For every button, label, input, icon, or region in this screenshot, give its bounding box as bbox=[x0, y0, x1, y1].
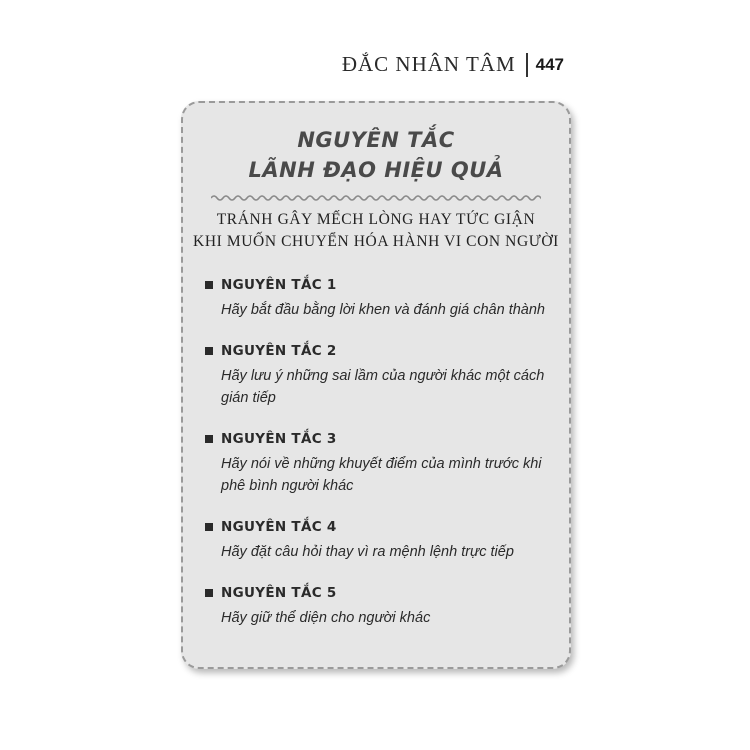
rule-label: NGUYÊN TẮC 5 bbox=[221, 585, 337, 601]
card-subtitle bbox=[183, 209, 569, 253]
rule-description: Hãy đặt câu hỏi thay vì ra mệnh lệnh trực tiếp bbox=[221, 544, 514, 560]
rule-description: Hãy giữ thể diện cho người khác bbox=[221, 610, 431, 626]
card-subtitle-line-1: TRÁNH GÂY MẾCH LÒNG HAY TỨC GIẬN bbox=[216, 211, 536, 228]
page-number: 447 bbox=[535, 54, 564, 74]
rule-header bbox=[205, 585, 559, 601]
card-title-line-2: LÃNH ĐẠO HIỆU QUẢ bbox=[248, 158, 504, 182]
rule-label: NGUYÊN TẮC 1 bbox=[221, 277, 337, 293]
principles-card bbox=[181, 101, 571, 669]
square-bullet-icon bbox=[205, 435, 213, 443]
rule-label: NGUYÊN TẮC 3 bbox=[221, 431, 337, 447]
rule-item bbox=[205, 431, 559, 497]
rule-label: NGUYÊN TẮC 2 bbox=[221, 343, 337, 359]
square-bullet-icon bbox=[205, 281, 213, 289]
book-title: ĐẮC NHÂN TÂM bbox=[341, 52, 516, 76]
rule-description: Hãy nói về những khuyết điểm của mình trước khi phê bình người khác bbox=[221, 456, 542, 494]
card-subtitle-line-2: KHI MUỐN CHUYỂN HÓA HÀNH VI CON NGƯỜI bbox=[193, 233, 559, 250]
running-head bbox=[342, 52, 564, 77]
wave-divider bbox=[211, 193, 541, 203]
square-bullet-icon bbox=[205, 589, 213, 597]
rule-item bbox=[205, 343, 559, 409]
card-title bbox=[183, 125, 569, 185]
rule-header bbox=[205, 519, 559, 535]
rule-header bbox=[205, 431, 559, 447]
rule-description: Hãy bắt đầu bằng lời khen và đánh giá chân thành bbox=[221, 302, 545, 318]
rule-label: NGUYÊN TẮC 4 bbox=[221, 519, 337, 535]
square-bullet-icon bbox=[205, 347, 213, 355]
rule-item bbox=[205, 519, 559, 563]
rule-description: Hãy lưu ý những sai lầm của người khác một cách gián tiếp bbox=[221, 368, 545, 406]
rule-header bbox=[205, 343, 559, 359]
rule-item bbox=[205, 585, 559, 629]
card-title-line-1: NGUYÊN TẮC bbox=[297, 128, 455, 152]
header-divider bbox=[526, 53, 528, 77]
square-bullet-icon bbox=[205, 523, 213, 531]
rule-item bbox=[205, 277, 559, 321]
rules-list bbox=[183, 277, 569, 629]
rule-header bbox=[205, 277, 559, 293]
